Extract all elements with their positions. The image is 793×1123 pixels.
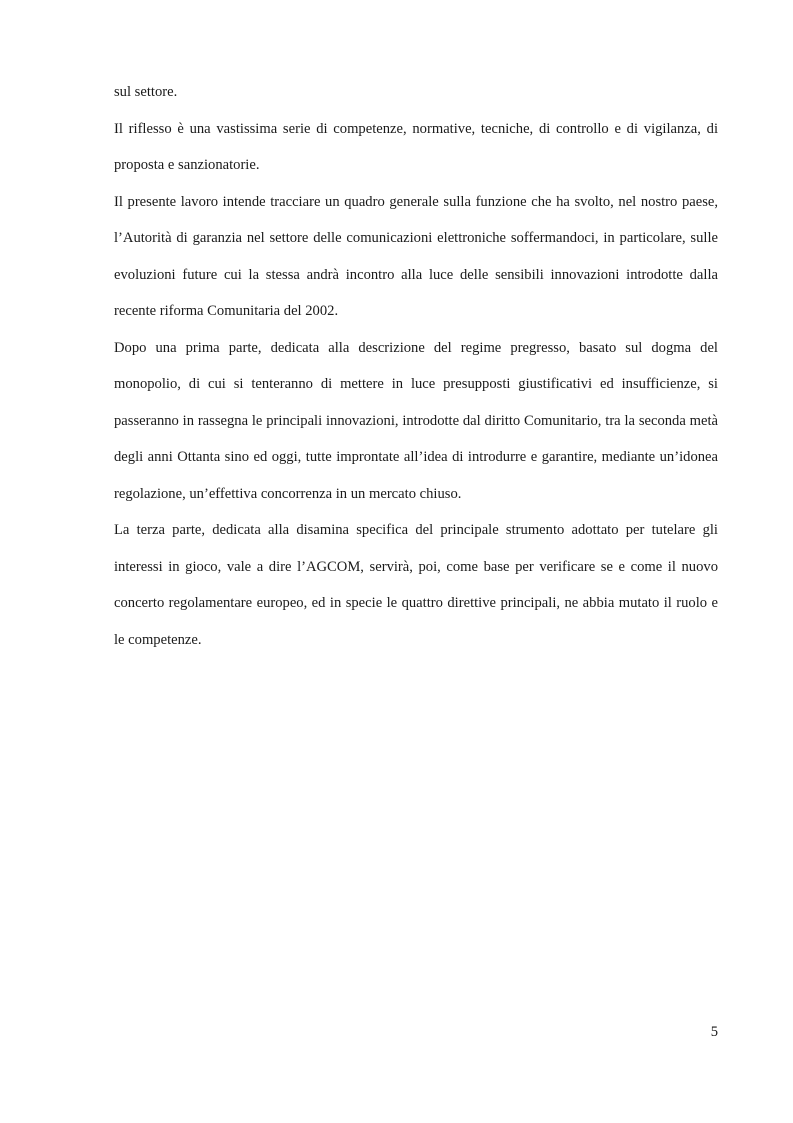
paragraph-presente-lavoro: Il presente lavoro intende tracciare un quadro generale sulla funzione che ha svolto, nel nostro paese, l’Autorità di garanzia nel settore delle comunicazioni elettroniche soffermandoci, in particolare, sulle evoluzioni future cui la stessa andrà incontro alla luce delle sensibili innovazioni introdotte dalla recente riforma Comunitaria del 2002. (114, 193, 718, 319)
paragraph-prima-parte: Dopo una prima parte, dedicata alla descrizione del regime pregresso, basato sul dogma del monopolio, di cui si tenteranno di mettere in luce presupposti giustificativi ed insufficienze, si passeranno in rassegna le principali innovazioni, introdotte dal diritto Comunitario, tra la seconda metà degli anni Ottanta sino ed oggi, tutte improntate all’idea di introdurre e garantire, mediante un’idonea regolazione, un’effettiva concorrenza in un mercato chiuso. (114, 339, 718, 502)
paragraph-continuation: sul settore. (114, 84, 178, 100)
body-text (114, 74, 718, 658)
page-number: 5 (710, 1024, 718, 1040)
paragraph-competenze: Il riflesso è una vastissima serie di competenze, normative, tecniche, di controllo e di vigilanza, di proposta e sanzionatorie. (114, 120, 718, 173)
paragraph-terza-parte: La terza parte, dedicata alla disamina specifica del principale strumento adottato per tutelare gli interessi in gioco, vale a dire l’AGCOM, servirà, poi, come base per verificare se e come il nuovo concerto regolamentare europeo, ed in specie le quattro direttive principali, ne abbia mutato il ruolo e le competenze. (114, 522, 718, 648)
